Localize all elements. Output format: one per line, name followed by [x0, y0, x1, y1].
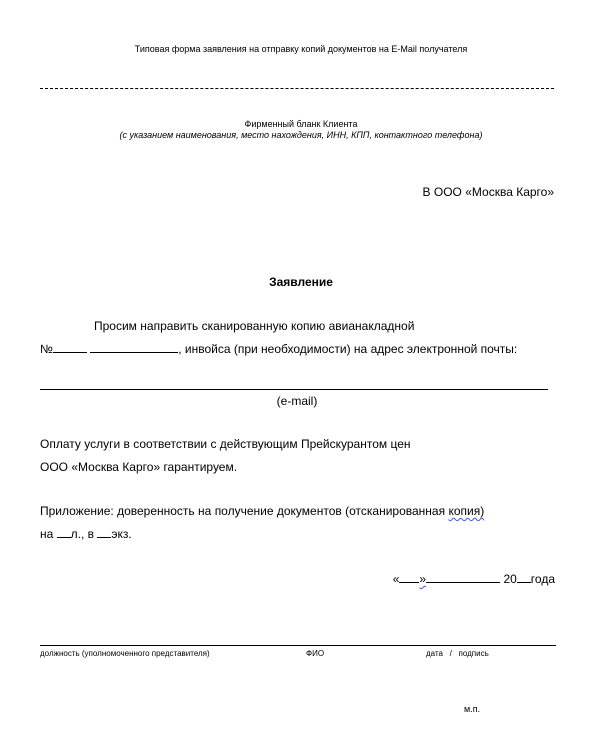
signature-line[interactable]: [40, 645, 556, 646]
request-line-2: [40, 338, 555, 361]
day-blank[interactable]: [399, 571, 419, 583]
request-line-2-text: , инвойса (при необходимости) на адрес электронной почты:: [178, 342, 518, 356]
letterhead-title: Фирменный бланк Клиента: [244, 119, 358, 129]
addressee: В ООО «Москва Карго»: [422, 185, 554, 199]
document-heading: Заявление: [269, 275, 333, 289]
request-word: направить: [140, 319, 199, 333]
attachment-word: (отсканированная: [345, 504, 446, 518]
attachment-word: доверенность: [117, 504, 195, 518]
invoice-number-blank[interactable]: [90, 341, 178, 353]
attachment-prefix: на: [40, 527, 57, 541]
payment-word: в: [123, 437, 130, 451]
position-label: должность (уполномоченного представителя): [40, 649, 210, 658]
payment-word: Оплату: [40, 437, 81, 451]
payment-word: цен: [390, 437, 411, 451]
payment-word: услуги: [84, 437, 121, 451]
payment-line-2: ООО «Москва Карго» гарантируем.: [40, 460, 238, 474]
request-line-1: [40, 315, 555, 338]
attachment-word: документов: [276, 504, 342, 518]
payment-word: с: [210, 437, 217, 451]
year-prefix: 20: [503, 572, 517, 586]
request-word: Просим: [94, 319, 137, 333]
attachment-line-2: [40, 523, 555, 546]
date-open-quote: «: [392, 572, 400, 586]
year-suffix: года: [530, 572, 555, 586]
year-blank[interactable]: [517, 571, 531, 583]
stamp-placeholder: м.п.: [464, 704, 481, 714]
request-word: сканированную: [201, 319, 288, 333]
month-blank[interactable]: [426, 571, 500, 583]
attachment-word: получение: [214, 504, 274, 518]
waybill-number-blank[interactable]: [53, 341, 87, 353]
payment-word: соответствии: [133, 437, 208, 451]
request-word: копию: [291, 319, 326, 333]
name-label: ФИО: [306, 649, 325, 658]
attachment-line-1: [40, 500, 555, 523]
email-blank-line[interactable]: [40, 389, 548, 390]
request-paragraph: [40, 315, 555, 361]
email-label-text: (e-mail): [276, 394, 318, 408]
email-label: [0, 394, 602, 408]
pages-count-blank[interactable]: [57, 526, 71, 538]
form-title: Типовая форма заявления на отправку копий документов на E-Mail получателя: [134, 44, 468, 54]
attachment-word: на: [198, 504, 212, 518]
copies-count-blank[interactable]: [97, 526, 111, 538]
payment-word: Прейскурантом: [300, 437, 388, 451]
date-line: [393, 571, 555, 586]
payment-word: действующим: [219, 437, 298, 451]
number-sign: №: [40, 342, 53, 356]
pages-label: л., в: [70, 527, 98, 541]
cut-line-divider: [40, 88, 554, 89]
date-signature-label: дата / подпись: [426, 649, 489, 658]
date-close-quote: »: [419, 572, 427, 586]
payment-paragraph: [40, 433, 555, 479]
request-word: авианакладной: [328, 319, 415, 333]
attachment-word-spellcheck: копия): [448, 504, 485, 518]
payment-line-1: [40, 433, 555, 456]
copies-label: экз.: [111, 527, 132, 541]
attachment-paragraph: [40, 500, 555, 546]
letterhead-subtitle: (с указанием наименования, место нахождения, ИНН, КПП, контактного телефона): [119, 130, 483, 140]
attachment-word: Приложение:: [40, 504, 114, 518]
